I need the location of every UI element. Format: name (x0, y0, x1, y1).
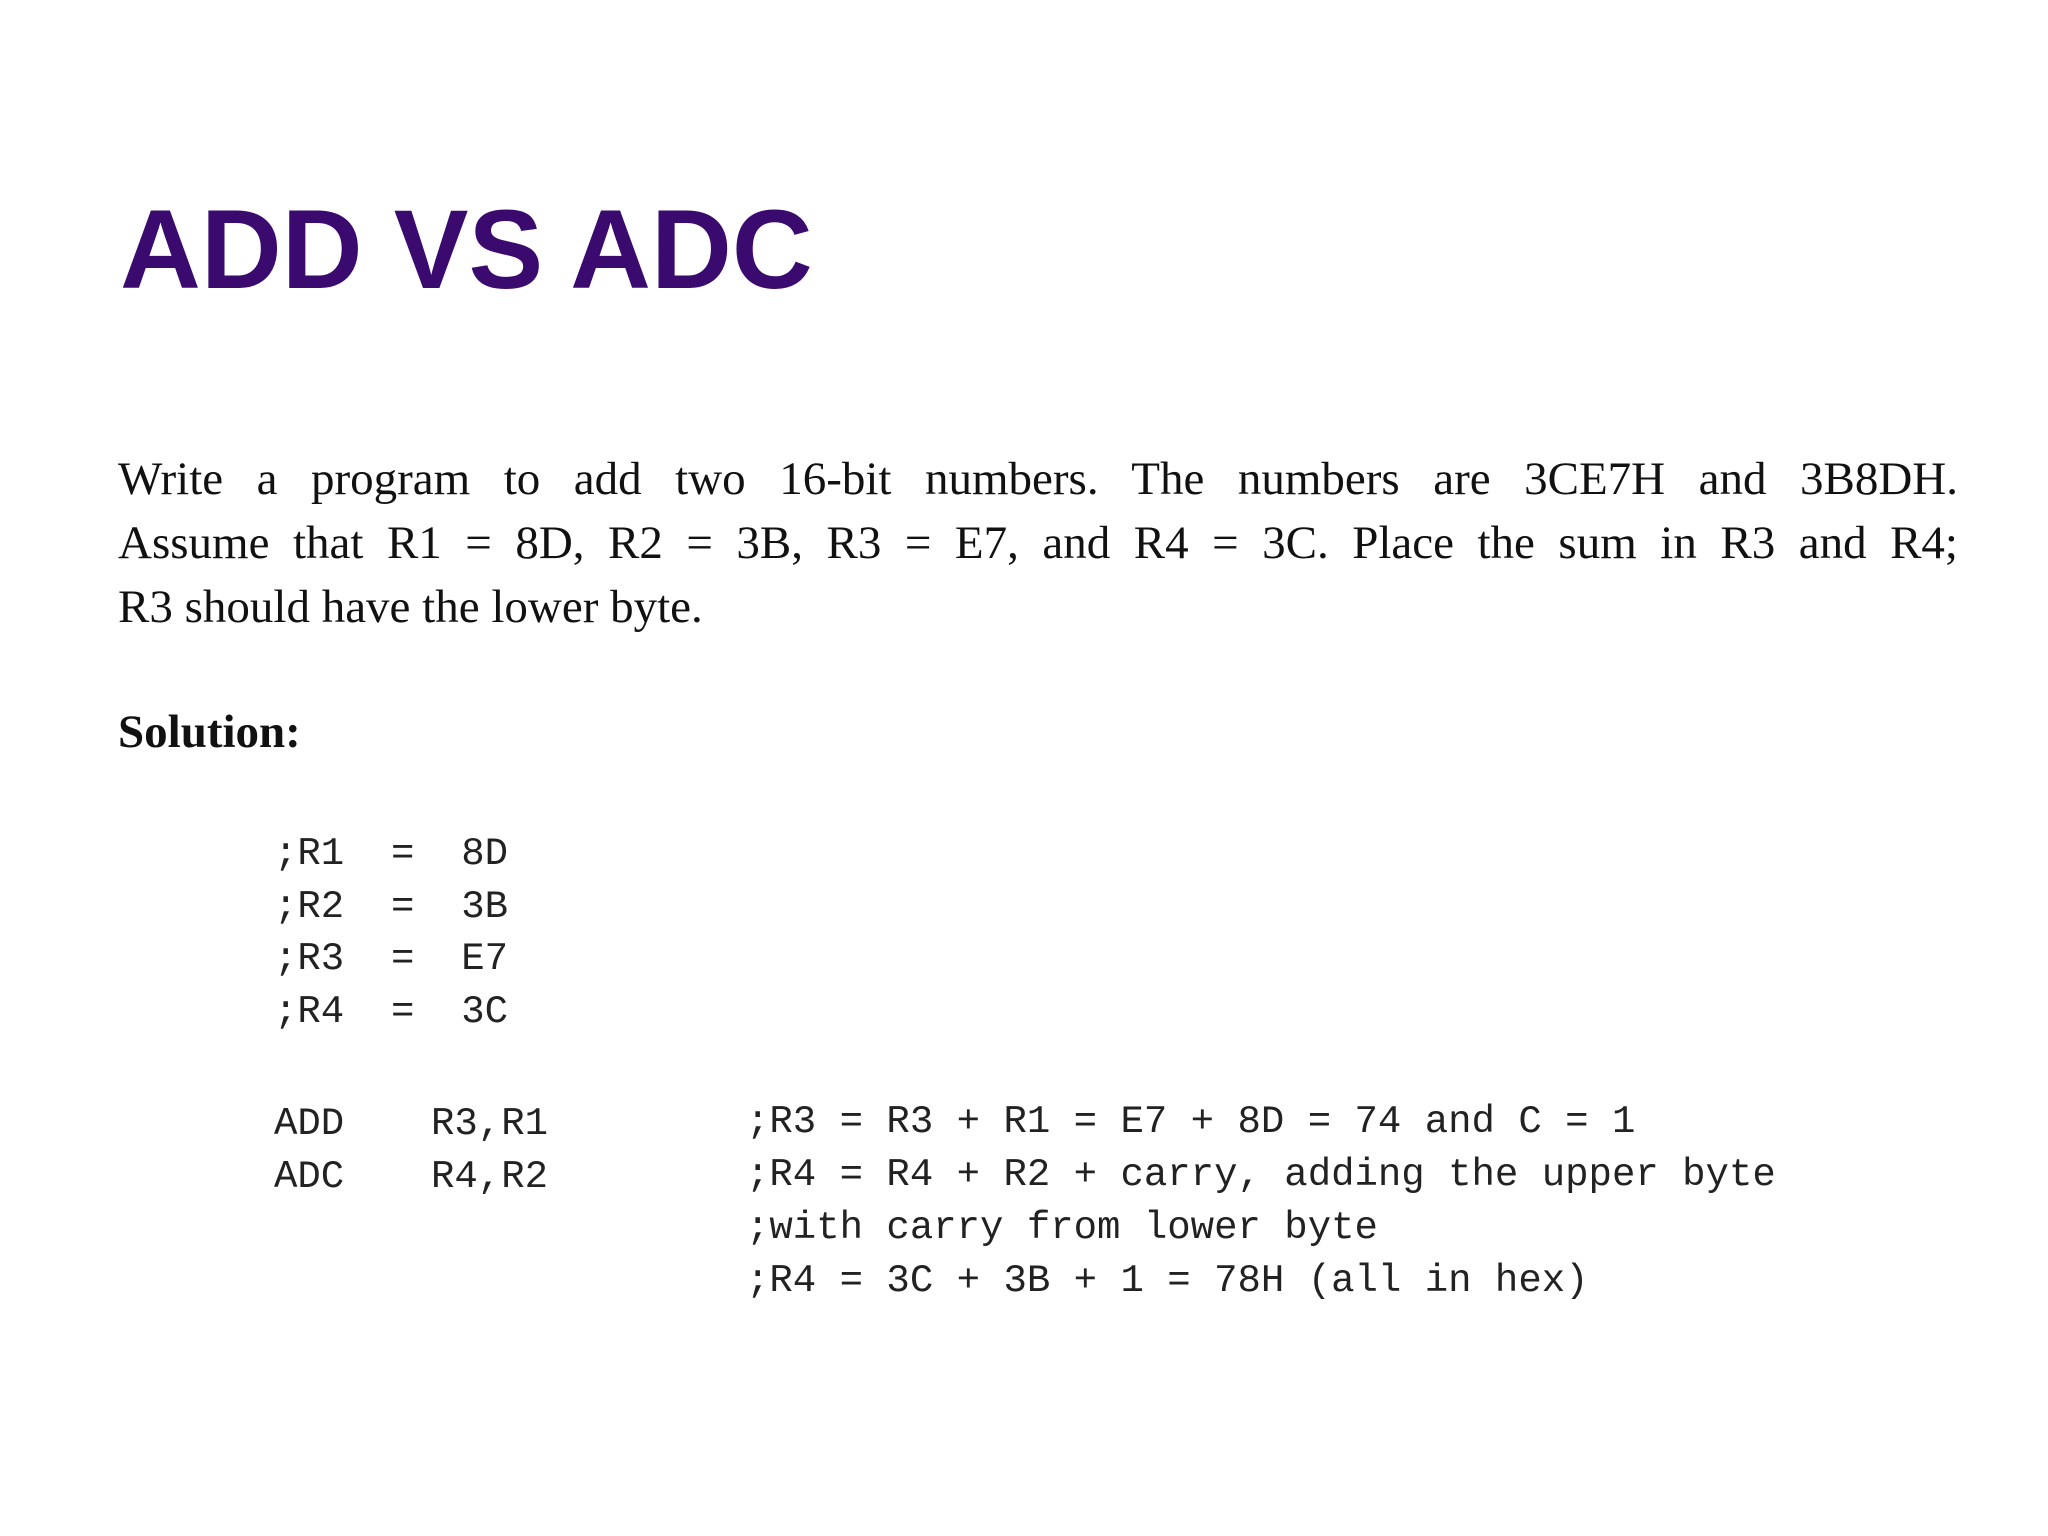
code-comment: ;R3 = R3 + R1 = E7 + 8D = 74 and C = 1 (746, 1100, 1636, 1144)
register-comment: ;R4 = 3C (274, 989, 509, 1034)
instruction-operands: R3,R1 (431, 1102, 549, 1146)
code-comment: ;R4 = 3C + 3B + 1 = 78H (all in hex) (746, 1259, 1589, 1303)
code-comment: ;with carry from lower byte (746, 1206, 1378, 1250)
register-comment: ;R1 = 8D (274, 832, 509, 876)
problem-line: Write a program to add two 16-bit numbers. The numbers are 3CE7H and 3B8DH. (118, 453, 1958, 505)
problem-line: R3 should have the lower byte. (118, 581, 703, 633)
problem-line: Assume that R1 = 8D, R2 = 3B, R3 = E7, and R4 = 3C. Place the sum in R3 and R4; (118, 517, 1958, 569)
register-initial-values (274, 828, 508, 1038)
instruction-mnemonic: ADD (274, 1102, 345, 1146)
instruction-operands: R4,R2 (431, 1155, 549, 1199)
register-comment: ;R2 = 3B (274, 884, 509, 929)
code-comment: ;R4 = R4 + R2 + carry, adding the upper byte (746, 1153, 1776, 1197)
slide-title: ADD VS ADC (120, 187, 813, 312)
instruction-adc (274, 1151, 549, 1359)
problem-statement (118, 447, 1958, 639)
register-comment: ;R3 = E7 (274, 937, 509, 981)
instruction-mnemonic: ADC (274, 1155, 345, 1199)
solution-label: Solution: (118, 706, 301, 758)
